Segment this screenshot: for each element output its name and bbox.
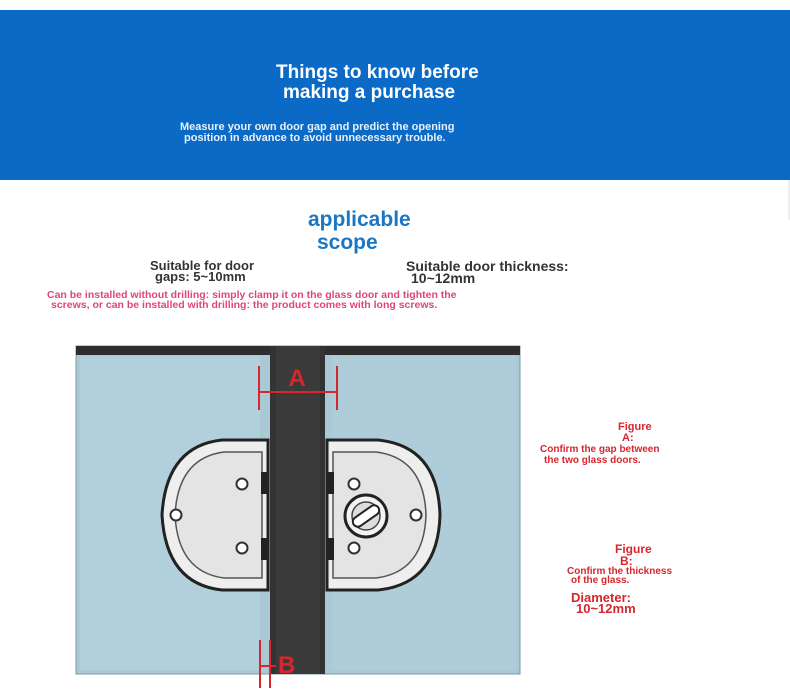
banner-title-line1: Things to know before — [276, 62, 479, 83]
top-strip — [0, 0, 790, 10]
left-clamp — [162, 440, 268, 590]
door-gap-spec — [150, 260, 254, 282]
door-thickness-spec-line1: Suitable door thickness: — [406, 258, 569, 274]
right-clamp — [327, 440, 440, 590]
door-thickness-spec — [406, 260, 569, 284]
diameter-spec — [571, 592, 636, 614]
installation-note — [47, 290, 457, 310]
figure-b-text-line1: Confirm the thickness — [567, 566, 673, 577]
diameter-line2: 10~12mm — [576, 601, 636, 616]
diameter-line1: Diameter: — [571, 590, 631, 605]
banner-title — [276, 63, 536, 103]
banner-subtitle-line2: position in advance to avoid unnecessary trouble. — [184, 132, 446, 144]
dimension-a-label: A — [288, 365, 306, 392]
figure-a-heading-line1: Figure — [618, 421, 652, 433]
scope-title-line2: scope — [317, 231, 378, 254]
figure-a-text-line2: the two glass doors. — [544, 455, 641, 466]
scope-title-line1: applicable — [308, 208, 411, 231]
installation-note-line1: Can be installed without drilling: simply clamp it on the glass door and tighten the — [47, 289, 457, 301]
center-gap-inner — [276, 346, 320, 674]
banner-subtitle-line1: Measure your own door gap and predict the opening — [180, 121, 455, 133]
dimension-b-label: B — [278, 652, 296, 679]
figure-b-caption — [567, 543, 767, 585]
door-thickness-spec-line2: 10~12mm — [411, 270, 476, 286]
door-gap-spec-line1: Suitable for door — [150, 258, 254, 273]
banner-title-line2: making a purchase — [283, 82, 456, 103]
figure-a-text-line1: Confirm the gap between — [540, 444, 660, 455]
figure-a-heading-line2: A: — [622, 432, 634, 444]
figure-b-heading-line2: B: — [620, 554, 633, 568]
figure-b-heading-line1: Figure — [615, 542, 652, 556]
figure-b-text-line2: of the glass. — [571, 575, 630, 586]
banner-subtitle — [180, 122, 520, 144]
figure-a-caption — [540, 422, 740, 466]
installation-note-line2: screws, or can be installed with drilling: the product comes with long screws. — [51, 299, 438, 311]
scope-title — [308, 208, 411, 254]
door-lock-diagram — [0, 340, 540, 695]
door-gap-spec-line2: gaps: 5~10mm — [155, 269, 246, 284]
